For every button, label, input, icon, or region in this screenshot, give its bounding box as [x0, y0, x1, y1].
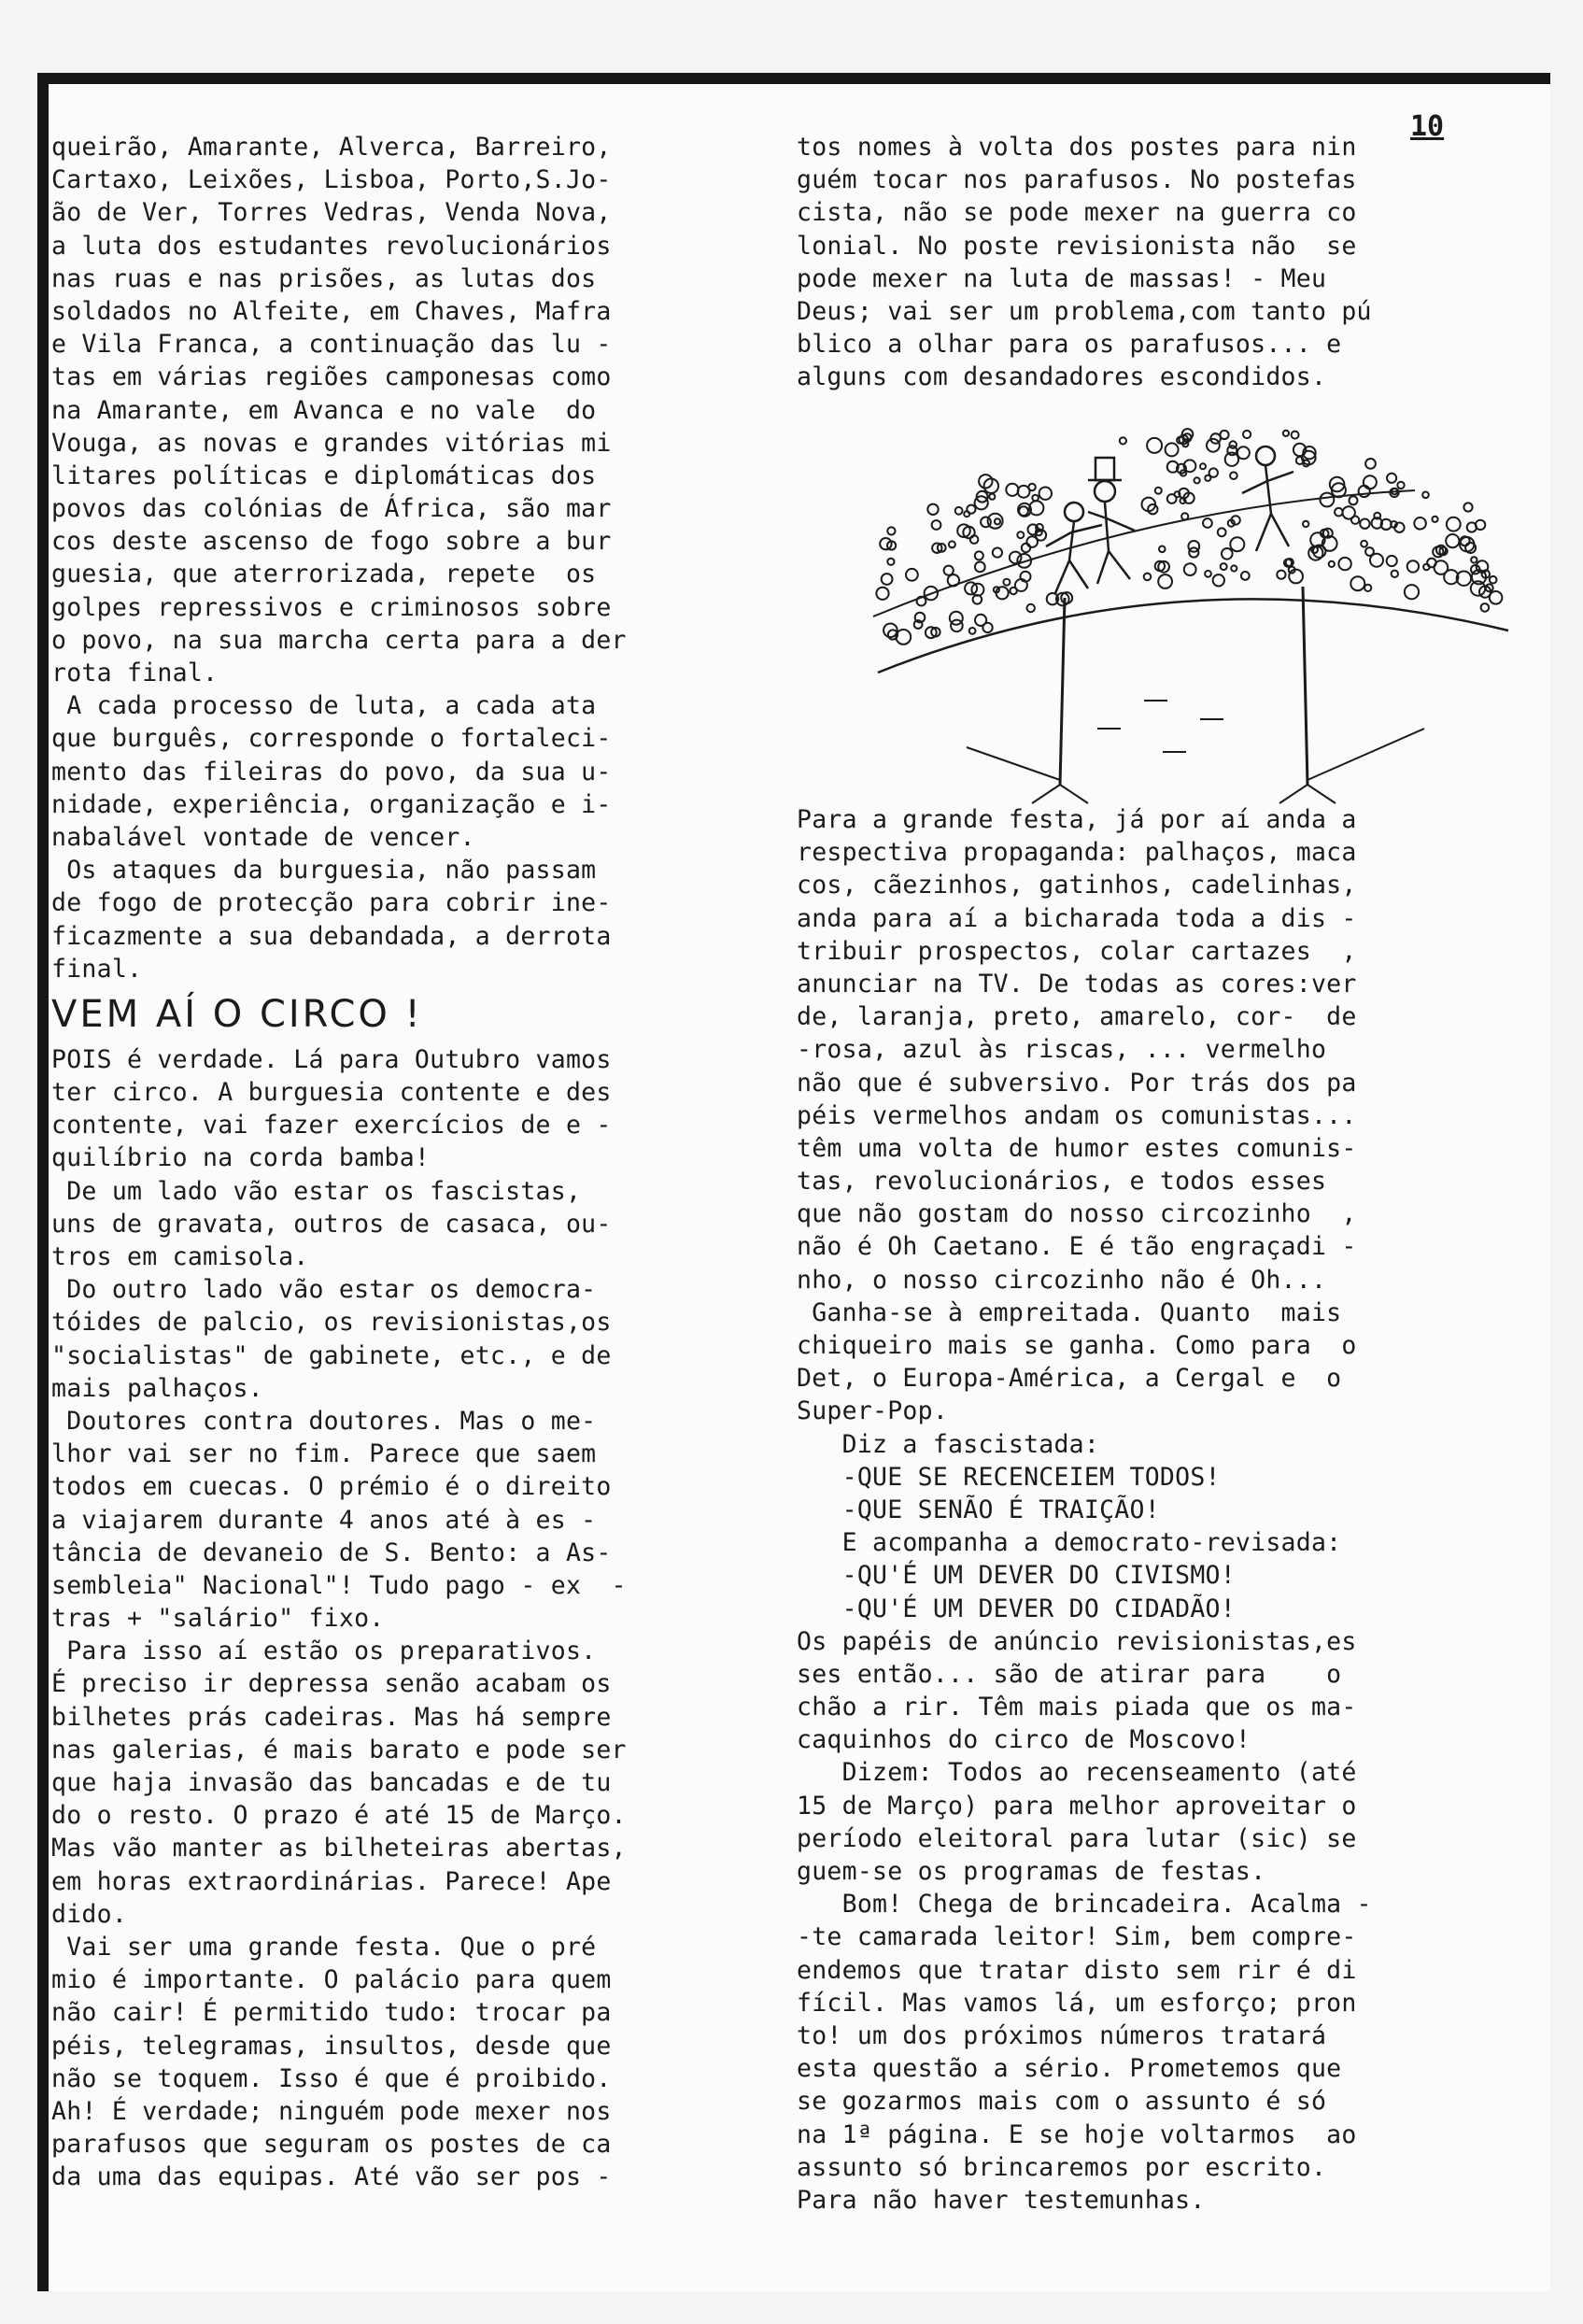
text-line: todos em cuecas. O prémio é o direito — [51, 1472, 612, 1502]
text-line: Super-Pop. — [797, 1396, 949, 1426]
text-line: Os ataques da burguesia, não passam — [51, 856, 597, 886]
text-line: De um lado vão estar os fascistas, — [51, 1176, 582, 1206]
text-line: nas ruas e nas prisões, as lutas dos — [51, 263, 597, 293]
text-line: não se toquem. Isso é que é proibido. — [51, 2063, 612, 2093]
crowd-head — [1243, 431, 1251, 438]
text-line: A cada processo de luta, a cada ata — [51, 691, 597, 721]
text-line: Ganha-se à empreitada. Quanto mais — [797, 1297, 1342, 1327]
text-line: do o resto. O prazo é até 15 de Março. — [51, 1801, 627, 1831]
text-line: tribuir prospectos, colar cartazes , — [797, 936, 1357, 966]
text-line: caquinhos do circo de Moscovo! — [797, 1725, 1251, 1755]
text-line: guem-se os programas de festas. — [797, 1857, 1266, 1886]
crowd-head — [927, 504, 938, 515]
text-line: assunto só brincaremos por escrito. — [797, 2152, 1327, 2182]
right-post-guy-lines — [1279, 729, 1424, 803]
text-line: uns de gravata, outros de casaca, ou- — [51, 1209, 612, 1239]
crowd-head — [1407, 560, 1419, 572]
crowd-head — [1022, 544, 1030, 552]
page-number: 10 — [1410, 110, 1445, 143]
text-line: alguns com desandadores escondidos. — [797, 362, 1327, 392]
text-line: chão a rir. Têm mais piada que os ma- — [797, 1693, 1357, 1722]
text-line: da uma das equipas. Até vão ser pos - — [51, 2162, 612, 2192]
text-line: bilhetes prás cadeiras. Mas há sempre — [51, 1702, 612, 1732]
crowd-head — [1432, 517, 1437, 522]
crowd-head — [1231, 565, 1237, 571]
text-line: o povo, na sua marcha certa para a der — [51, 625, 627, 655]
crowd-head — [1205, 571, 1211, 577]
crowd-head — [1303, 521, 1308, 527]
crowd-head — [1167, 494, 1177, 503]
text-line: endemos que tratar disto sem rir é di — [797, 1955, 1357, 1985]
text-line: nas galerias, é mais barato e pode ser — [51, 1735, 627, 1764]
text-line: fícil. Mas vamos lá, um esforço; pron — [797, 1988, 1357, 2018]
crowd-head — [1203, 518, 1212, 528]
left-column — [51, 131, 761, 2193]
crowd-head — [1433, 546, 1443, 557]
arena-arc — [878, 599, 1508, 673]
text-line: respectiva propaganda: palhaços, maca — [797, 838, 1357, 868]
crowd-head — [969, 628, 976, 634]
text-line: litares políticas e diplomáticas dos — [51, 461, 597, 490]
text-line: tas em várias regiões camponesas como — [51, 362, 612, 392]
crowd-head — [1158, 574, 1172, 588]
crowd-head — [1360, 519, 1369, 529]
crowd-head — [1359, 486, 1370, 497]
crowd-head — [1364, 475, 1377, 489]
text-line: a luta dos estudantes revolucionários — [51, 231, 612, 261]
right-column-top — [797, 131, 1478, 394]
text-line: -te camarada leitor! Sim, bem compre- — [797, 1922, 1357, 1952]
text-line: quilíbrio na corda bamba! — [51, 1143, 431, 1173]
crowd-head — [1010, 552, 1022, 564]
text-line: têm uma volta de humor estes comunis- — [797, 1133, 1357, 1163]
text-line: esta questão a sério. Prometemos que — [797, 2054, 1342, 2084]
crowd-head — [1221, 563, 1227, 570]
crowd-head — [1194, 477, 1200, 483]
crowd-head — [896, 630, 911, 645]
text-line: povos das colónias de África, são mar — [51, 494, 612, 524]
text-line: nabalável vontade de vencer. — [51, 822, 475, 852]
crowd-head — [1365, 459, 1376, 469]
text-line: em horas extraordinárias. Parece! Ape — [51, 1866, 612, 1896]
text-line: ses então... são de atirar para o — [797, 1659, 1342, 1689]
text-line: pode mexer na luta de massas! - Meu — [797, 263, 1327, 293]
crowd-head — [882, 574, 893, 585]
crowd-head — [1277, 571, 1285, 579]
crowd-head — [1338, 558, 1350, 570]
crowd-head — [1329, 561, 1335, 567]
crowd-head — [1387, 474, 1396, 483]
crowd-head — [1351, 517, 1359, 524]
text-line: ficazmente a sua debandada, a derrota — [51, 921, 612, 951]
crowd-head — [1010, 588, 1016, 594]
crowd-head — [1490, 576, 1497, 584]
text-line: golpes repressivos e criminosos sobre — [51, 592, 612, 622]
text-line: -QUE SENÃO É TRAIÇÃO! — [797, 1495, 1160, 1524]
left-post-guy-lines — [967, 747, 1088, 803]
text-line: não é Oh Caetano. E é tão engraçadi - — [797, 1232, 1357, 1262]
text-line: péis, telegramas, insultos, desde que — [51, 2031, 612, 2061]
left-post — [1060, 598, 1065, 785]
text-line: Doutores contra doutores. Mas o me- — [51, 1406, 597, 1436]
text-line: tas, revolucionários, e todos esses — [797, 1167, 1327, 1197]
text-line: final. — [51, 954, 143, 984]
text-line: contente, vai fazer exercícios de e - — [51, 1111, 612, 1141]
text-line: tos nomes à volta dos postes para nin — [797, 133, 1357, 162]
text-line: parafusos que seguram os postes de ca — [51, 2130, 612, 2160]
text-line: -QUE SE RECENCEIEM TODOS! — [797, 1462, 1221, 1492]
crowd-head — [1289, 570, 1303, 584]
text-line: ter circo. A burguesia contente e des — [51, 1078, 612, 1108]
text-line: POIS é verdade. Lá para Outubro vamos — [51, 1044, 612, 1074]
text-line: de, laranja, preto, amarelo, cor- de — [797, 1002, 1357, 1032]
text-line: sembleia" Nacional"! Tudo pago - ex - — [51, 1570, 627, 1600]
text-line: lonial. No poste revisionista não se — [797, 231, 1357, 261]
text-line: to! um dos próximos números tratará — [797, 2020, 1327, 2050]
circus-article-ending — [797, 803, 1478, 2217]
text-line: tóides de palcio, os revisionistas,os — [51, 1308, 612, 1338]
crowd-head — [967, 505, 975, 514]
text-line: anunciar na TV. De todas as cores:ver — [797, 969, 1357, 999]
text-line: E acompanha a democrato-revisada: — [797, 1528, 1342, 1558]
text-line: que burguês, corresponde o fortaleci- — [51, 724, 612, 754]
crowd-head — [1283, 431, 1289, 436]
text-line: de fogo de protecção para cobrir ine- — [51, 888, 612, 918]
crowd-head — [975, 615, 986, 626]
crowd-head — [1397, 482, 1404, 489]
circus-article-body — [51, 1043, 761, 2194]
text-line: -QU'É UM DEVER DO CIDADÃO! — [797, 1594, 1236, 1623]
crowd-head — [932, 520, 941, 530]
crowd-head — [1230, 472, 1237, 479]
section-heading: VEM AÍ O CIRCO ! — [51, 992, 423, 1036]
text-line: que não gostam do nosso circozinho , — [797, 1199, 1357, 1229]
crowd-head — [1166, 443, 1179, 456]
crowd-head — [944, 566, 954, 575]
crowd-head — [1028, 484, 1035, 490]
right-column-bottom — [797, 803, 1478, 2217]
circus-illustration — [864, 420, 1518, 813]
crowd-head — [880, 538, 891, 549]
crowd-head — [993, 548, 1002, 558]
text-line: cos deste ascenso de fogo sobre a bur — [51, 527, 612, 557]
acrobat-figure-right — [1088, 458, 1135, 584]
text-line: Dizem: Todos ao recenseamento (até — [797, 1758, 1357, 1788]
crowd-head — [949, 541, 955, 547]
crowd-head — [1003, 579, 1010, 586]
crowd-head — [1120, 437, 1126, 444]
crowd-head — [1237, 446, 1250, 459]
crowd-head — [1200, 463, 1206, 469]
crowd-head — [955, 507, 963, 515]
text-line: tros em camisola. — [51, 1242, 309, 1271]
crowd-head — [1292, 432, 1299, 439]
right-post — [1303, 587, 1307, 785]
crowd-head — [1447, 517, 1461, 531]
crowd-head — [1017, 531, 1024, 538]
crowd-head — [975, 562, 985, 573]
text-line: e Vila Franca, a continuação das lu - — [51, 330, 612, 360]
crowd-head — [1147, 438, 1162, 453]
text-line: período eleitoral para lutar (sic) se — [797, 1823, 1357, 1853]
crowd-head — [1364, 585, 1371, 591]
text-line: ão de Ver, Torres Vedras, Venda Nova, — [51, 198, 612, 228]
text-line: blico a olhar para os parafusos... e — [797, 330, 1342, 360]
text-line: cos, cãezinhos, gatinhos, cadelinhas, — [797, 871, 1357, 900]
crowd-head — [1039, 488, 1052, 500]
text-line: Para não haver testemunhas. — [797, 2185, 1206, 2215]
text-line: Diz a fascistada: — [797, 1429, 1100, 1459]
text-line: Ah! É verdade; ninguém pode mexer nos — [51, 2096, 612, 2126]
text-line: mento das fileiras do povo, da sua u- — [51, 757, 612, 786]
text-line: chiqueiro mais se ganha. Como para o — [797, 1331, 1357, 1360]
text-line: nidade, experiência, organização e i- — [51, 789, 612, 819]
crowd-head — [887, 559, 894, 565]
crowd-head — [1222, 548, 1233, 560]
text-line: nho, o nosso circozinho não é Oh... — [797, 1265, 1327, 1295]
text-line: Do outro lado vão estar os democra- — [51, 1275, 597, 1305]
text-line: Para a grande festa, já por aí anda a — [797, 805, 1357, 834]
text-line: Bom! Chega de brincadeira. Acalma - — [797, 1890, 1372, 1920]
circus-article-continuation — [797, 131, 1478, 394]
crowd-head — [1405, 585, 1419, 599]
crowd-head — [1387, 556, 1397, 566]
text-line: queirão, Amarante, Alverca, Barreiro, — [51, 133, 612, 162]
crowd-head — [876, 588, 888, 600]
crowd-head — [906, 569, 918, 581]
crowd-head — [1019, 506, 1028, 516]
crowd-head — [887, 527, 895, 534]
text-line: péis vermelhos andam os comunistas... — [797, 1100, 1357, 1130]
crowd-head — [1335, 508, 1343, 517]
crowd-head — [1006, 484, 1018, 496]
crowd-head — [1144, 574, 1152, 581]
text-line: se gozarmos mais com o assunto é só — [797, 2087, 1327, 2117]
text-line: Vai ser uma grande festa. Que o pré — [51, 1932, 597, 1962]
crowd-head — [981, 517, 991, 528]
crowd-head — [1027, 604, 1035, 612]
crowd-head — [989, 494, 995, 500]
text-line: guém tocar nos parafusos. No postefas — [797, 165, 1357, 195]
text-line: não que é subversivo. Por trás dos pa — [797, 1068, 1357, 1098]
text-line: Cartaxo, Leixões, Lisboa, Porto,S.Jo- — [51, 165, 612, 195]
crowd-head — [1414, 517, 1426, 530]
crowd-head — [1490, 591, 1503, 604]
crowd-head — [1207, 439, 1220, 452]
article-continuation — [51, 131, 761, 985]
text-line: -rosa, azul às riscas, ... vermelho — [797, 1035, 1327, 1065]
text-line: na 1ª página. E se hoje voltarmos ao — [797, 2119, 1357, 2149]
crowd-head — [1184, 563, 1196, 575]
crowd-head — [1392, 571, 1398, 577]
text-line: tras + "salário" fixo. — [51, 1604, 385, 1634]
text-line: 15 de Março) para melhor aproveitar o — [797, 1791, 1357, 1821]
crowd-head — [1481, 603, 1490, 612]
text-line: "socialistas" de gabinete, etc., e de — [51, 1340, 612, 1370]
text-line: Vouga, as novas e grandes vitórias mi — [51, 428, 612, 458]
crowd-head — [1213, 574, 1224, 586]
lower-marks — [1097, 701, 1223, 752]
crowd-head — [1370, 554, 1383, 567]
text-line: a viajarem durante 4 anos até à es - — [51, 1505, 597, 1535]
text-line: guesia, que aterrorizada, repete os — [51, 560, 597, 589]
crowd-head — [1321, 493, 1335, 507]
crowd-head — [1467, 522, 1477, 531]
text-line: que haja invasão das bancadas e de tu — [51, 1768, 612, 1797]
text-line: rota final. — [51, 659, 219, 687]
text-line: mais palhaços. — [51, 1373, 263, 1403]
text-line: Deus; vai ser um problema,com tanto pú — [797, 296, 1372, 326]
text-line: Para isso aí estão os preparativos. — [51, 1637, 597, 1666]
crowd-head — [1241, 572, 1250, 580]
crowd-head — [975, 551, 983, 560]
text-line: Mas vão manter as bilheteiras abertas, — [51, 1834, 627, 1863]
text-line: cista, não se pode mexer na guerra co — [797, 198, 1357, 228]
crowd-head — [1463, 503, 1472, 511]
crowd-head — [1361, 541, 1367, 547]
acrobat-figure-far-right — [1242, 446, 1293, 551]
text-line: dido. — [51, 1899, 128, 1929]
text-line: lhor vai ser no fim. Parece que saem — [51, 1439, 597, 1469]
crowd-head — [1422, 492, 1429, 499]
crowd-head — [1209, 468, 1218, 476]
crowd-head — [1350, 496, 1358, 504]
text-line: Os papéis de anúncio revisionistas,es — [797, 1626, 1357, 1656]
crowd-head — [1446, 534, 1459, 547]
text-line: não cair! É permitido tudo: trocar pa — [51, 1998, 612, 2028]
text-line: tância de devaneio de S. Bento: a As- — [51, 1538, 612, 1567]
crowd-head — [995, 518, 1000, 524]
crowd-head — [1435, 560, 1449, 574]
text-line: soldados no Alfeite, em Chaves, Mafra — [51, 296, 612, 326]
text-line: na Amarante, em Avanca e no vale do — [51, 395, 597, 425]
crowd-head — [1159, 546, 1166, 553]
crowd-head — [1218, 528, 1226, 536]
text-line: mio é importante. O palácio para quem — [51, 1965, 612, 1995]
text-line: É preciso ir depressa senão acabam os — [51, 1669, 612, 1699]
crowd-head — [1230, 537, 1244, 551]
crowd-head — [950, 612, 963, 625]
crowd-head — [1155, 488, 1162, 494]
text-line: Det, o Europa-América, a Cergal e o — [797, 1364, 1342, 1394]
crowd-head — [1471, 557, 1477, 562]
crowd-head — [1350, 576, 1364, 590]
text-line: -QU'É UM DEVER DO CIVISMO! — [797, 1561, 1236, 1591]
text-line: anda para aí a bicharada toda a dis - — [797, 903, 1357, 933]
